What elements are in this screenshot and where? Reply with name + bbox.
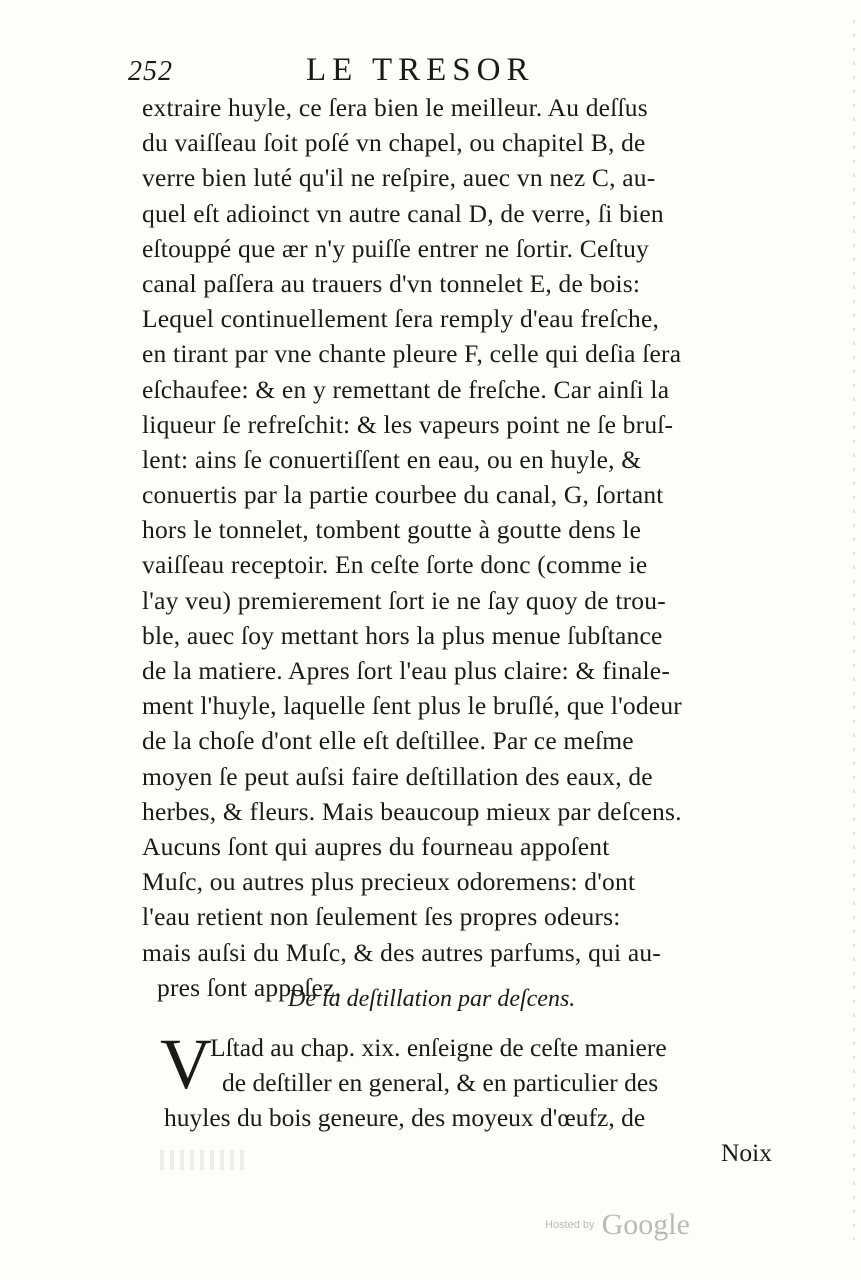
text-line: du vaiſſeau ſoit poſé vn chapel, ou chapitel B, de bbox=[142, 128, 646, 158]
ink-smudge bbox=[160, 1150, 250, 1170]
text-line: ble, auec ſoy mettant hors la plus menue ſubſtance bbox=[142, 620, 663, 650]
text-line: en tirant par vne chante pleure F, celle qui deſia ſera bbox=[142, 339, 682, 369]
text-line: quel eſt adioinct vn autre canal D, de verre, ſi bien bbox=[142, 198, 664, 228]
text-line: vaiſſeau receptoir. En ceſte ſorte donc (comme ie bbox=[142, 550, 648, 580]
drop-cap: V bbox=[160, 1024, 212, 1104]
page-number: 252 bbox=[128, 56, 173, 87]
watermark bbox=[545, 1208, 690, 1248]
text-line: moyen ſe peut auſsi faire deſtillation des eaux, de bbox=[142, 761, 653, 791]
text-line: l'eau retient non ſeulement ſes propres odeurs: bbox=[142, 902, 621, 932]
text-line: Lſtad au chap. xix. enſeigne de ceſte maniere bbox=[210, 1033, 667, 1062]
text-line: de la matiere. Apres ſort l'eau plus claire: & finale- bbox=[142, 656, 671, 685]
text-line: eſchaufee: & en y remettant de freſche. Car ainſi la bbox=[142, 374, 670, 404]
text-line: hors le tonnelet, tombent goutte à goutte dens le bbox=[142, 515, 642, 545]
scan-edge bbox=[853, 20, 855, 1240]
text-line: l'ay veu) premierement ſort ie ne ſay quoy de trou- bbox=[142, 585, 666, 615]
text-line: verre bien luté qu'il ne reſpire, auec vn nez C, au- bbox=[142, 163, 656, 193]
catchword: Noix bbox=[721, 1138, 772, 1167]
text-line: Muſc, ou autres plus precieux odoremens: d'ont bbox=[142, 867, 636, 897]
text-line: liqueur ſe refreſchit: & les vapeurs point ne ſe bruſ- bbox=[142, 409, 674, 439]
paragraph-1 bbox=[142, 90, 774, 1005]
text-line: huyles du bois geneure, des moyeux d'œufz, de bbox=[164, 1103, 646, 1132]
paragraph-2 bbox=[160, 1024, 780, 1198]
text-line: extraire huyle, ce ſera bien le meilleur. Au deſſus bbox=[142, 93, 648, 122]
watermark-hosted-by: Hosted by bbox=[545, 1219, 595, 1231]
text-line: Lequel continuellement ſera remply d'eau freſche, bbox=[142, 304, 660, 334]
section-heading: De la deſtillation par deſcens. bbox=[288, 986, 576, 1012]
text-line: de deſtiller en general, & en particulier des bbox=[222, 1068, 659, 1097]
running-head bbox=[128, 52, 788, 92]
text-line: de la choſe d'ont elle eſt deſtillee. Par ce meſme bbox=[142, 726, 634, 756]
text-line: mais auſsi du Muſc, & des autres parfums, qui au- bbox=[142, 937, 661, 967]
watermark-brand: Google bbox=[601, 1208, 690, 1241]
text-line: herbes, & fleurs. Mais beaucoup mieux par deſcens. bbox=[142, 796, 682, 826]
text-line: conuertis par la partie courbee du canal, G, ſortant bbox=[142, 480, 664, 510]
text-line: Aucuns ſont qui aupres du fourneau appoſent bbox=[142, 831, 610, 861]
text-line: eſtouppé que ær n'y puiſſe entrer ne ſortir. Ceſtuy bbox=[142, 233, 649, 263]
running-title: LE TRESOR bbox=[306, 52, 535, 88]
text-line: ment l'huyle, laquelle ſent plus le bruſlé, que l'odeur bbox=[142, 691, 682, 721]
text-line: lent: ains ſe conuertiſſent en eau, ou en huyle, & bbox=[142, 444, 642, 474]
text-line: canal paſſera au trauers d'vn tonnelet E, de bois: bbox=[142, 268, 641, 298]
text-line: pres ſont appoſez. bbox=[157, 972, 342, 1002]
